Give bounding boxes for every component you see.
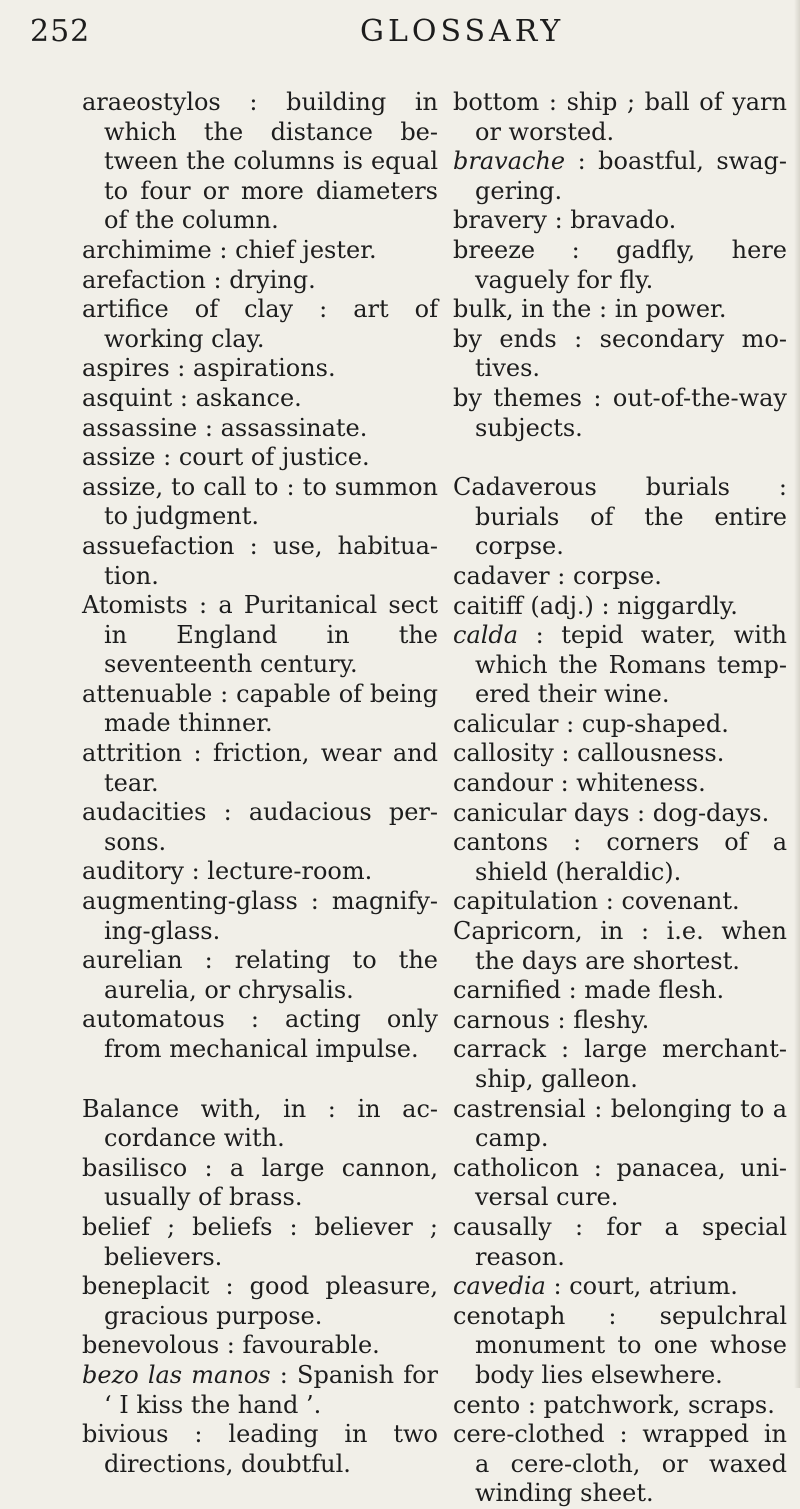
glossary-entry [453, 562, 787, 592]
entry-headword: caitiff (adj.) [453, 591, 594, 620]
entry-definition: gadfly, here vaguely for fly. [475, 235, 787, 294]
entry-headword: bravache [453, 147, 566, 176]
entry-definition: chief jester. [235, 235, 377, 264]
entry-definition: aspirations. [193, 354, 336, 383]
entry-separator: : [623, 917, 667, 946]
entry-separator: : [604, 1420, 643, 1449]
entry-separator: : [549, 561, 573, 590]
entry-headword: cento [453, 1390, 521, 1419]
entry-definition: niggardly. [617, 591, 738, 620]
entry-definition: corpse. [573, 561, 662, 590]
glossary-entry [453, 1391, 787, 1421]
section-gap [453, 443, 787, 473]
entry-separator: : [579, 1153, 617, 1182]
glossary-entry [82, 1361, 438, 1420]
entry-headword: carnous [453, 1005, 550, 1034]
glossary-entry [82, 354, 438, 384]
entry-separator: : [558, 709, 582, 738]
glossary-entry [82, 236, 438, 266]
entry-headword: Capricorn, in [453, 917, 624, 946]
entry-headword: castrensial [453, 1094, 586, 1123]
entry-separator: : [551, 1212, 607, 1241]
glossary-entry [82, 295, 438, 354]
entry-separator: : [565, 1301, 660, 1330]
entry-headword: calda [453, 621, 519, 650]
entry-separator: : [209, 1272, 250, 1301]
entry-headword: callosity [453, 739, 554, 768]
entry-headword: belief [82, 1212, 151, 1241]
entry-headword: attenuable [82, 679, 213, 708]
entry-headword: archimime [82, 235, 212, 264]
entry-definition: a large cannon, usually of brass. [104, 1153, 438, 1212]
entry-separator: : [581, 383, 613, 412]
entry-definition: whiteness. [576, 769, 706, 798]
entry-definition: fleshy. [573, 1005, 650, 1034]
glossary-entry [453, 917, 787, 976]
glossary-entry [453, 1302, 787, 1391]
entry-separator: : [552, 769, 577, 798]
entry-headword: cadaver [453, 561, 550, 590]
entry-separator: : [556, 324, 600, 353]
entry-separator: : [520, 1390, 544, 1419]
glossary-entry [82, 680, 438, 739]
entry-definition: panacea, universal cure. [475, 1153, 787, 1212]
entry-definition: askance. [195, 383, 302, 412]
glossary-entry [453, 1095, 787, 1154]
glossary-entry [82, 88, 438, 236]
entry-headword: aspires [82, 354, 170, 383]
entry-headword: breeze [453, 235, 536, 264]
running-head: GLOSSARY [360, 14, 565, 49]
entry-definition: to summon to judgment. [104, 472, 438, 531]
glossary-entry [453, 1420, 787, 1509]
entry-headword: automatous [82, 1005, 225, 1034]
entry-headword: catholicon [453, 1153, 579, 1182]
entry-separator: : [187, 591, 219, 620]
entry-definition: good pleasure, gracious purpose. [104, 1272, 438, 1330]
entry-separator: : [270, 1360, 298, 1389]
entry-separator: : [293, 295, 354, 324]
entry-headword: calicular [453, 709, 559, 738]
glossary-entry [453, 236, 787, 295]
entry-headword: carnified [453, 976, 561, 1005]
left-column [82, 88, 438, 1479]
entry-headword: assize [82, 443, 156, 472]
entry-separator: : [546, 1035, 585, 1064]
glossary-entry [82, 946, 438, 1005]
entry-definition: ship ; ball of yarn or worsted. [475, 88, 787, 146]
entry-headword: Balance with, in [82, 1094, 307, 1123]
entry-definition: i.e. when the days are shortest. [475, 917, 787, 975]
entry-definition: corners of a shield (heraldic). [475, 828, 787, 886]
entry-definition: for a special reason. [475, 1212, 788, 1271]
entry-definition: drying. [229, 265, 316, 294]
glossary-entry [82, 1272, 438, 1331]
entry-separator: : [546, 206, 571, 235]
entry-separator: : [206, 798, 249, 827]
entry-definition: made flesh. [584, 976, 725, 1005]
entry-separator: : [539, 88, 567, 116]
entry-definition: court, atrium. [569, 1272, 738, 1301]
entry-headword: assuefaction [82, 531, 235, 560]
entry-definition: capable of being made thinner. [104, 679, 438, 738]
entry-definition: cup-shaped. [581, 709, 729, 738]
entry-definition: burials of the entire corpse. [475, 502, 787, 561]
entry-separator: : [585, 1094, 611, 1123]
entry-separator: : [306, 1094, 358, 1123]
entry-separator: : [591, 295, 615, 324]
entry-separator: : [197, 413, 221, 442]
entry-definition: court of justice. [178, 443, 370, 472]
entry-headword: cenotaph [453, 1301, 566, 1330]
entry-separator: : [730, 473, 788, 502]
entry-separator: : [297, 887, 332, 916]
glossary-entry [453, 1272, 787, 1302]
entry-separator: : [549, 1005, 574, 1034]
entry-headword: capitulation [453, 887, 599, 916]
glossary-entry [82, 1154, 438, 1213]
entry-definition: covenant. [621, 887, 740, 916]
entry-separator: : [205, 265, 230, 294]
entry-headword: causally [453, 1212, 552, 1241]
entry-separator: : [518, 621, 562, 650]
entry-separator: : [212, 679, 237, 708]
entry-headword: audacities [82, 798, 207, 827]
entry-headword: augmenting-glass [82, 887, 298, 916]
entry-headword: arefaction [82, 265, 206, 294]
glossary-entry [82, 384, 438, 414]
glossary-entry [82, 857, 438, 887]
entry-definition: sepulchral monument to one whose body lies elsewhere. [475, 1301, 787, 1389]
glossary-entry [453, 1006, 787, 1036]
entry-headword: by ends [453, 324, 557, 353]
entry-separator: : [181, 739, 214, 768]
entry-definition: a Puritanical sect in England in the seventeenth century. [104, 591, 438, 679]
section-gap [82, 1065, 438, 1095]
entry-headword: bezo las manos [82, 1360, 271, 1389]
entry-headword: by themes [453, 383, 582, 412]
entry-headword: Cadaverous burials [453, 473, 730, 502]
entry-headword: attrition [82, 739, 182, 768]
entry-separator: : [593, 591, 618, 620]
glossary-entry [453, 799, 787, 829]
entry-separator: : [545, 1272, 570, 1301]
glossary-entry [453, 1213, 787, 1272]
glossary-entry [82, 532, 438, 591]
glossary-entry [453, 473, 787, 562]
entry-definition: leading in two directions, doubtful. [104, 1420, 439, 1478]
entry-headword: artifice of clay [82, 295, 294, 324]
glossary-entry [82, 266, 438, 296]
glossary-entry [453, 1035, 787, 1094]
glossary-entry [82, 798, 438, 857]
entry-headword: Atomists [82, 591, 188, 620]
entry-headword: auditory [82, 857, 184, 886]
entry-separator: : [565, 147, 599, 176]
entry-separator: : [169, 354, 193, 383]
entry-separator: : [168, 1420, 229, 1449]
entry-separator: : [183, 857, 208, 886]
glossary-entry [453, 88, 787, 147]
entry-headword: canicular days [453, 798, 630, 827]
glossary-entry [82, 887, 438, 946]
glossary-entry [82, 591, 438, 680]
entry-separator: : [224, 1005, 285, 1034]
entry-headword: bottom [453, 88, 540, 116]
entry-separator: : [553, 739, 578, 768]
entry-definition: boastful, swaggering. [475, 147, 787, 205]
entry-headword: aurelian [82, 946, 183, 975]
entry-definition: tepid water, with which the Romans tempered their wine. [475, 621, 787, 709]
entry-separator: : [187, 1153, 230, 1182]
glossary-entry [453, 739, 787, 769]
entry-separator: : [598, 887, 622, 916]
glossary-entry [453, 710, 787, 740]
glossary-entry [453, 206, 787, 236]
entry-headword: assize, to call to [82, 472, 279, 501]
entry-separator: : [211, 235, 236, 264]
glossary-entry [453, 769, 787, 799]
entry-separator: : [629, 798, 653, 827]
entry-separator: : [219, 1331, 243, 1360]
entry-definition: lecture-room. [207, 857, 373, 886]
entry-headword: bulk, in the [453, 295, 592, 324]
glossary-entry [453, 592, 787, 622]
glossary-entry [453, 1154, 787, 1213]
entry-definition: bravado. [570, 206, 677, 235]
entry-headword: cere-clothed [453, 1420, 605, 1449]
entry-headword: benevolous [82, 1331, 220, 1360]
entry-definition: in accordance with. [104, 1094, 439, 1153]
entry-definition: wrapped in a cere-cloth, or waxed winding sheet. [475, 1420, 787, 1508]
entry-separator: : [535, 235, 617, 264]
entry-definition: out-of-the-way subjects. [475, 383, 787, 442]
entry-separator: : [234, 531, 273, 560]
entry-separator: : [155, 443, 179, 472]
glossary-entry [82, 1331, 438, 1361]
entry-definition: patchwork, scraps. [543, 1390, 775, 1419]
entry-headword: basilisco [82, 1153, 188, 1182]
entry-headword: asquint [82, 383, 173, 412]
entry-definition: use, habituation. [104, 531, 439, 590]
entry-definition: audacious persons. [104, 798, 438, 856]
glossary-entry [453, 976, 787, 1006]
glossary-entry [453, 295, 787, 325]
entry-separator: ; [150, 1212, 193, 1241]
glossary-entry [82, 739, 438, 798]
entry-headword: beneplacit [82, 1272, 210, 1301]
glossary-entry [453, 325, 787, 384]
entry-headword: cantons [453, 828, 549, 857]
entry-headword: assassine [82, 413, 198, 442]
entry-separator: : [172, 383, 196, 412]
entry-separator: : [220, 88, 287, 116]
entry-headword: carrack [453, 1035, 546, 1064]
entry-definition: art of working clay. [104, 295, 439, 353]
entry-separator: : [560, 976, 585, 1005]
entry-separator: : [182, 946, 235, 975]
entry-definition: favourable. [242, 1331, 380, 1360]
entry-definition: beliefs : believer ; believers. [104, 1212, 439, 1271]
entry-headword: bivious [82, 1420, 169, 1449]
glossary-entry [82, 414, 438, 444]
glossary-entry [82, 473, 438, 532]
entry-definition: large merchantship, galleon. [475, 1035, 787, 1093]
glossary-entry [82, 1005, 438, 1064]
entry-definition: secondary motives. [475, 324, 787, 383]
entry-definition: Spanish for ‘ I kiss the hand ’. [104, 1360, 439, 1419]
glossary-entry [453, 147, 787, 206]
entry-definition: assassinate. [220, 413, 368, 442]
glossary-entry [82, 1420, 438, 1479]
entry-definition: friction, wear and tear. [104, 739, 438, 797]
glossary-entry [82, 1213, 438, 1272]
entry-definition: in power. [614, 295, 727, 324]
glossary-entry [453, 887, 787, 917]
entry-headword: candour [453, 769, 553, 798]
entry-headword: bravery [453, 206, 547, 235]
entry-definition: building in which the distance between the columns is equal to four or more diameters of the column. [104, 88, 439, 235]
glossary-entry [453, 384, 787, 443]
glossary-entry [82, 1095, 438, 1154]
entry-definition: callousness. [577, 739, 725, 768]
glossary-entry [453, 828, 787, 887]
entry-definition: relating to the aurelia, or chrysalis. [104, 946, 438, 1004]
entry-definition: acting only from mechanical impulse. [104, 1005, 438, 1063]
page-number: 252 [30, 14, 91, 49]
entry-headword: cavedia [453, 1272, 546, 1301]
page-edge [794, 0, 800, 1388]
entry-separator: : [278, 472, 303, 501]
entry-definition: belonging to a camp. [475, 1094, 787, 1153]
glossary-entry [453, 621, 787, 710]
right-column [453, 88, 787, 1509]
entry-definition: magnifying-glass. [104, 887, 438, 945]
glossary-entry [82, 443, 438, 473]
entry-headword: araeostylos [82, 88, 221, 116]
entry-definition: dog-days. [652, 798, 770, 827]
entry-separator: : [548, 828, 607, 857]
